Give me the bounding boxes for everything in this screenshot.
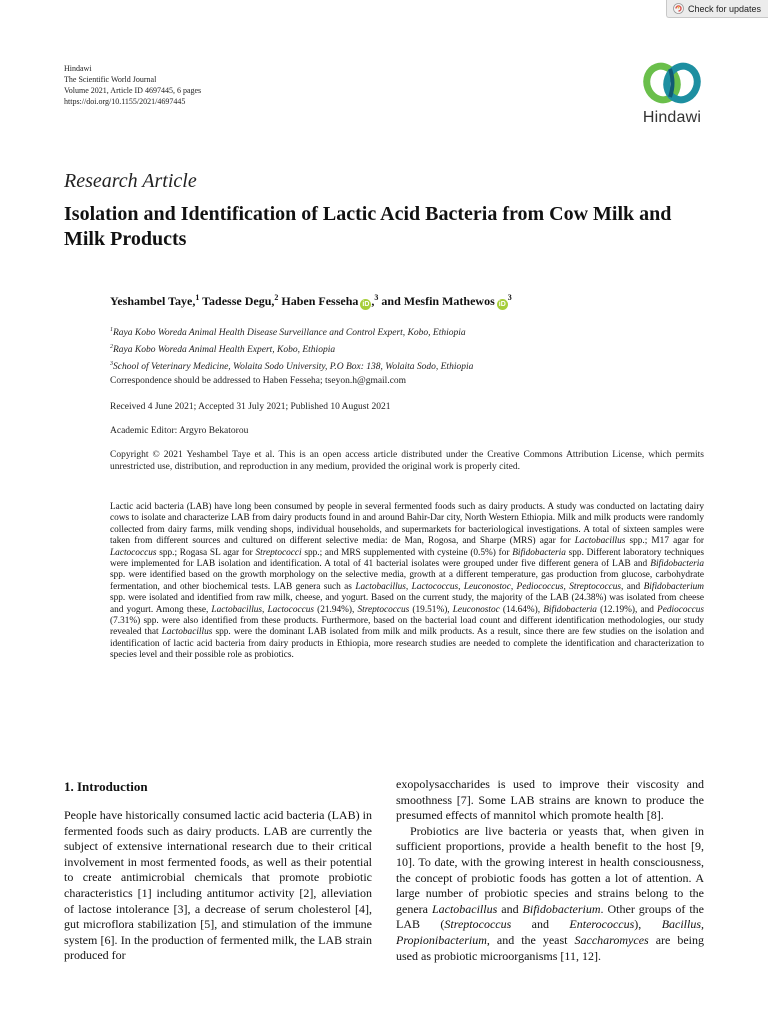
author-affiliation-number: 3 xyxy=(374,293,379,302)
hindawi-rings-icon xyxy=(639,60,705,106)
intro-paragraph: People have historically consumed lactic acid bacteria (LAB) in fermented foods such as dairy products. LAB are currently the subject of extensive international research due to their critical involvement in most fermented foods, as well as their potential to create antimicrobial chemicals that promote probiotic characteristics [1] including antitumor activity [2], alleviation of lactose intolerance [3], a decrease of serum cholesterol [4], gut microflora stabilization [5], and stimulation of the immune system [6]. In the production of fermented milk, the LAB strain produced for xyxy=(64,808,372,963)
affiliation-number: 2 xyxy=(110,344,113,351)
affiliation-item xyxy=(110,340,473,357)
article-type: Research Article xyxy=(64,170,197,192)
journal-name: The Scientific World Journal xyxy=(64,75,157,84)
correspondence-line: Correspondence should be addressed to Haben Fesseha; tseyon.h@gmail.com xyxy=(110,376,407,386)
intro-paragraph-continued: exopolysaccharides is used to improve their viscosity and smoothness [7]. Some LAB strains are known to produce the presumed effects of mannitol which promote health [8]. xyxy=(396,777,704,823)
affiliation-text: Raya Kobo Woreda Animal Health Disease Surveillance and Control Expert, Kobo, Ethiopia xyxy=(113,328,466,339)
introduction-left-column xyxy=(64,808,372,964)
author-name[interactable]: Haben Fesseha xyxy=(281,294,359,308)
volume-info: Volume 2021, Article ID 4697445, 6 pages xyxy=(64,86,202,95)
article-title: Isolation and Identification of Lactic Acid Bacteria from Cow Milk and Milk Products xyxy=(64,203,672,250)
author-list: Yeshambel Taye,$^1$ Tadesse Degu,$^2$ Haben Fesseha iD ,$^3$ and Mesfin Mathewos $iD^3$ xyxy=(110,293,512,308)
publisher-name: Hindawi xyxy=(64,64,92,73)
publication-dates: Received 4 June 2021; Accepted 31 July 2021; Published 10 August 2021 xyxy=(110,402,391,412)
affiliation-list xyxy=(110,323,473,374)
orcid-icon[interactable]: iD xyxy=(362,301,370,308)
author-affiliation-number: 3 xyxy=(507,293,512,302)
author-name[interactable]: and Mesfin Mathewos xyxy=(381,294,495,308)
check-for-updates-button[interactable] xyxy=(666,0,768,18)
copyright-notice: Copyright © 2021 Yeshambel Taye et al. This is an open access article distributed under the Creative Commons Attribution License, which permits unrestricted use, distribution, and reproduction in any medium, provided the original work is properly cited. xyxy=(110,450,704,472)
update-badge-icon xyxy=(673,3,684,14)
author-affiliation-number: 1 xyxy=(195,293,200,302)
academic-editor: Academic Editor: Argyro Bekatorou xyxy=(110,426,249,436)
affiliation-number: 3 xyxy=(110,361,113,368)
introduction-right-column xyxy=(396,777,704,964)
affiliation-item xyxy=(110,323,473,340)
author-name[interactable]: Tadesse Degu, xyxy=(202,294,275,308)
hindawi-logo xyxy=(636,60,708,132)
intro-paragraph-probiotics: Probiotics are live bacteria or yeasts that, when given in sufficient proportions, provide a health benefit to the host [9, 10]. To date, with the growing interest in health consciousness, the concept of probiotic foods has gotten a lot of attention. A large number of probiotic species and strains belong to the genera Lactobacillus and Bifidobacterium. Other groups of the LAB (Streptococcus and Enterococcus), Bacillus, Propionibacterium, and the yeast Saccharomyces are being used as probiotic microorganisms [11, 12]. xyxy=(396,823,705,963)
author-name[interactable]: Yeshambel Taye, xyxy=(110,294,196,308)
hindawi-logo-text: Hindawi xyxy=(642,109,702,126)
check-updates-label: Check for updates xyxy=(688,3,762,14)
affiliation-text: School of Veterinary Medicine, Wolaita Sodo University, P.O Box: 138, Wolaita Sodo, Ethiopia xyxy=(113,362,474,373)
orcid-icon[interactable]: iD xyxy=(498,301,506,308)
abstract: Lactic acid bacteria (LAB) have long been consumed by people in several fermented foods such as dairy products. A study was conducted on lactating dairy cows to isolate and characterize LAB from dairy products found in and around Bahir-Dar city, North Western Ethiopia. Milk and milk products were randomly collected from dairy farms, milk vending shops, individual households, and supermarkets for bacteriological investigations. A total of sixteen samples were taken from different sources and cultured on different selective media: de Man, Rogosa, and Sharpe (MRS) agar for Lactobacillus spp.; M17 agar for Lactococcus spp.; Rogasa SL agar for Streptococci spp.; and MRS supplemented with cysteine (0.5%) for Bifidobacteria spp. Different laboratory techniques were implemented for LAB isolation and identification. A total of 41 bacterial isolates were grouped under five different genera of LAB and Bifidobacteria spp. were identified based on the growth morphology on the selective media, growth at a different temperature, gas production from glucose, carbohydrate fermentation, and other biochemical tests. LAB genera such as Lactobacillus, Lactococcus, Leuconostoc, Pediococcus, Streptococcus, and Bifidobacterium spp. were isolated and identified from raw milk, cheese, and yogurt. Based on the current study, the majority of the LAB (24.38%) was isolated from cheese and yogurt. Among these, Lactobacillus, Lactococcus (21.94%), Streptococcus (19.51%), Leuconostoc (14.64%), Bifidobacteria (12.19%), and Pediococcus (7.31%) spp. were also identified from these products. Furthermore, based on the bacterial load count and different identification methodologies, our study revealed that Lactobacillus spp. were the dominant LAB isolated from milk and milk products. As a result, since there are few studies on the isolation and identification of lactic acid bacteria from dairy products in Ethiopia, more research studies are needed to complete the identification and characterization to species level and their possible role as probiotics. xyxy=(110,502,705,661)
affiliation-item xyxy=(110,357,473,374)
doi-link[interactable]: https://doi.org/10.1155/2021/4697445 xyxy=(64,97,186,106)
affiliation-number: 1 xyxy=(110,327,113,333)
author-affiliation-number: 2 xyxy=(274,293,279,302)
section-heading-introduction: 1. Introduction xyxy=(64,779,148,794)
affiliation-text: Raya Kobo Woreda Animal Health Expert, Kobo, Ethiopia xyxy=(113,345,336,356)
journal-info xyxy=(64,63,201,107)
